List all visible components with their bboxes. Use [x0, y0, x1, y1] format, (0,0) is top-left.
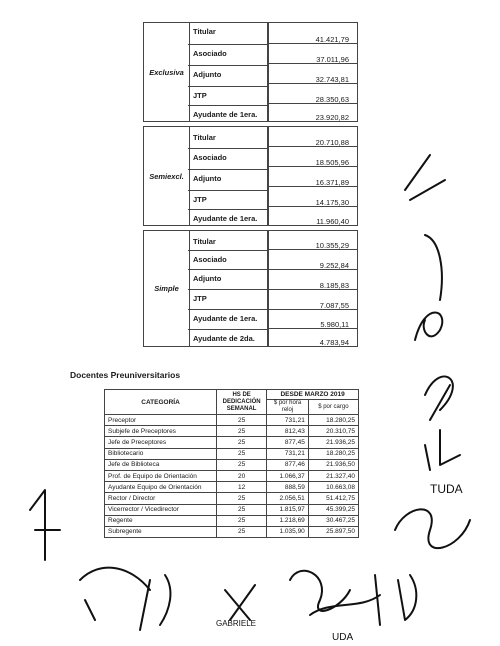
header-categoria: CATEGORÍA — [105, 390, 217, 415]
signature-mark-3 — [415, 313, 442, 341]
category-label: Semiexcl. — [143, 126, 190, 226]
salary-value: 7.087,55 — [269, 293, 357, 310]
cell-por-cargo: 21.936,25 — [308, 437, 358, 448]
salary-value: 10.355,29 — [269, 234, 357, 250]
cell-categoria: Prof. de Equipo de Orientación — [105, 470, 217, 481]
cell-por-cargo: 25.897,50 — [308, 526, 358, 537]
salary-value: 8.185,83 — [269, 273, 357, 290]
role-label: Adjunto — [188, 169, 267, 183]
signature-mark-7 — [30, 490, 60, 560]
role-label: JTP — [188, 86, 267, 100]
cell-por-hora: 731,21 — [267, 448, 309, 459]
role-label: JTP — [188, 190, 267, 204]
salary-value: 5.980,11 — [269, 312, 357, 329]
role-label: Adjunto — [188, 269, 267, 283]
category-label: Exclusiva — [143, 22, 190, 122]
signature-mark-8 — [80, 568, 150, 620]
header-por-cargo: $ por cargo — [308, 400, 358, 415]
cell-por-hora: 877,45 — [267, 437, 309, 448]
header-por-hora: $ por hora reloj — [267, 400, 309, 415]
cell-categoria: Preceptor — [105, 415, 217, 426]
cell-por-hora: 731,21 — [267, 415, 309, 426]
role-label: Ayudante de 1era. — [188, 209, 267, 223]
cell-por-cargo: 21.936,50 — [308, 459, 358, 470]
salary-value: 18.505,96 — [269, 151, 357, 167]
cell-hs: 25 — [217, 437, 267, 448]
cell-por-cargo: 10.663,08 — [308, 482, 358, 493]
salary-value: 9.252,84 — [269, 254, 357, 270]
cell-categoria: Vicerrector / Vicedirector — [105, 504, 217, 515]
salary-value: 37.011,96 — [269, 48, 357, 64]
cell-hs: 25 — [217, 415, 267, 426]
cell-por-cargo: 20.310,75 — [308, 426, 358, 437]
role-label: Asociado — [188, 250, 267, 264]
cell-hs: 12 — [217, 482, 267, 493]
cell-hs: 20 — [217, 470, 267, 481]
cell-por-hora: 888,59 — [267, 482, 309, 493]
salary-value: 16.371,89 — [269, 171, 357, 187]
cell-categoria: Rector / Director — [105, 493, 217, 504]
salary-value: 41.421,79 — [269, 29, 357, 44]
cell-por-cargo: 30.467,25 — [308, 515, 358, 526]
salary-value: 32.743,81 — [269, 68, 357, 84]
cell-por-cargo: 18.280,25 — [308, 415, 358, 426]
salary-value: 14.175,30 — [269, 191, 357, 207]
cell-por-hora: 1.066,37 — [267, 470, 309, 481]
role-label: Ayudante de 2da. — [188, 329, 267, 343]
cell-hs: 25 — [217, 493, 267, 504]
cell-por-cargo: 21.327,40 — [308, 470, 358, 481]
role-label: Ayudante de 1era. — [188, 105, 267, 119]
salary-value: 20.710,88 — [269, 131, 357, 147]
cell-por-hora: 1.035,90 — [267, 526, 309, 537]
cell-categoria: Bibliotecario — [105, 448, 217, 459]
salary-value: 4.783,94 — [319, 338, 349, 347]
role-label: Asociado — [188, 148, 267, 162]
cell-por-cargo: 51.412,75 — [308, 493, 358, 504]
signature-mark-5 — [425, 430, 460, 470]
role-label: Ayudante de 1era. — [188, 309, 267, 323]
signature-mark-1 — [405, 155, 445, 200]
cell-hs: 25 — [217, 526, 267, 537]
cell-por-hora: 1.218,69 — [267, 515, 309, 526]
cell-por-hora: 812,43 — [267, 426, 309, 437]
role-label: Adjunto — [188, 65, 267, 79]
handwritten-uda: UDA — [332, 632, 354, 643]
header-hs: HS DE DEDICACIÓN SEMANAL — [217, 390, 267, 415]
salary-value: 28.350,63 — [269, 88, 357, 104]
role-label: Asociado — [188, 44, 267, 58]
role-label: JTP — [188, 289, 267, 303]
cell-hs: 25 — [217, 504, 267, 515]
signature-mark-2 — [425, 235, 442, 300]
section-title: Docentes Preuniversitarios — [70, 370, 181, 380]
role-label: Titular — [193, 27, 216, 36]
role-label: Titular — [193, 237, 216, 246]
cell-hs: 25 — [217, 459, 267, 470]
cell-hs: 25 — [217, 426, 267, 437]
cell-por-cargo: 18.280,25 — [308, 448, 358, 459]
cell-categoria: Ayudante Equipo de Orientación — [105, 482, 217, 493]
signature-mark-10 — [225, 585, 255, 620]
handwritten-tuda: TUDA — [430, 482, 463, 496]
header-desde: DESDE MARZO 2019 — [267, 390, 359, 400]
cell-por-hora: 877,46 — [267, 459, 309, 470]
cell-hs: 25 — [217, 448, 267, 459]
cell-categoria: Regente — [105, 515, 217, 526]
salary-value: 11.960,40 — [316, 217, 349, 226]
signature-mark-13 — [398, 575, 416, 620]
category-label: Simple — [143, 230, 190, 347]
cell-por-hora: 1.815,97 — [267, 504, 309, 515]
salary-value: 23.920,82 — [315, 113, 349, 122]
cell-por-hora: 2.056,51 — [267, 493, 309, 504]
cell-categoria: Subregente — [105, 526, 217, 537]
cell-categoria: Subjefe de Preceptores — [105, 426, 217, 437]
signature-mark-6 — [395, 509, 470, 548]
signature-mark-4 — [425, 376, 453, 420]
cell-por-cargo: 45.399,25 — [308, 504, 358, 515]
cell-hs: 25 — [217, 515, 267, 526]
handwritten-gabriele: GABRIELE — [216, 619, 257, 628]
cell-categoria: Jefe de Preceptores — [105, 437, 217, 448]
role-label: Titular — [193, 133, 216, 142]
cell-categoria: Jefe de Biblioteca — [105, 459, 217, 470]
